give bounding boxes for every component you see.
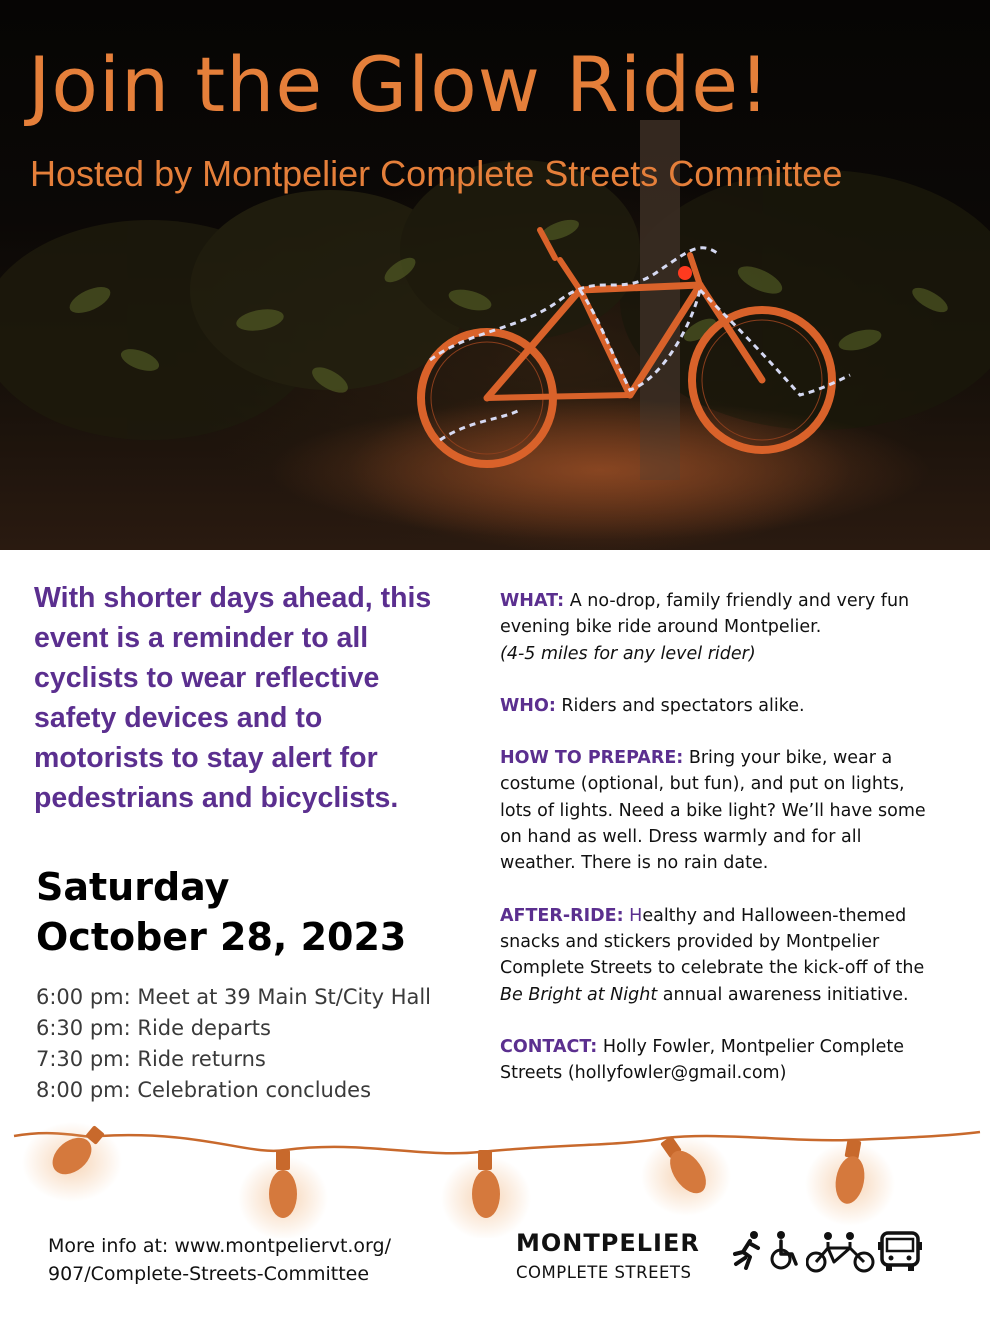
lead-statement: With shorter days ahead, this event is a reminder to all cyclists to wear reflective safety devices and to motorists to stay alert for pedestrians and bicyclists. — [34, 582, 432, 814]
prepare-section — [500, 745, 930, 876]
event-date — [36, 862, 406, 962]
what-note: (4-5 miles for any level rider) — [500, 643, 756, 664]
schedule-item: 6:00 pm: Meet at 39 Main St/City Hall — [36, 985, 432, 1009]
prepare-text: Bring your bike, wear a costume (optional, but fun), and put on lights, lots of lights. Need a bike light? We’ll have some on hand as well. Dress warmly and for all weather. There is no rain date. — [500, 748, 926, 874]
what-label: WHAT: — [500, 591, 565, 611]
prepare-label: HOW TO PREPARE: — [500, 748, 684, 769]
after-ride-initial: H — [623, 905, 643, 926]
who-section — [500, 693, 930, 719]
brand-subtitle: COMPLETE STREETS — [516, 1263, 692, 1282]
event-details — [500, 588, 930, 1112]
tandem-bike-icon — [806, 1230, 876, 1278]
contact-label: CONTACT: — [500, 1036, 598, 1057]
light-bulb-icon — [238, 1150, 328, 1238]
page-subtitle: Hosted by Montpelier Complete Streets Committee — [30, 153, 843, 194]
event-day: Saturday — [36, 865, 230, 909]
event-schedule — [36, 982, 431, 1106]
more-info-link[interactable]: More info at: www.montpeliervt.org/ 907/Complete-Streets-Committee — [48, 1235, 391, 1285]
wheelchair-icon — [768, 1230, 800, 1274]
after-ride-section — [500, 903, 930, 1008]
schedule-item: 8:00 pm: Celebration concludes — [36, 1078, 372, 1102]
event-full-date: October 28, 2023 — [36, 915, 407, 959]
light-bulb-icon — [22, 1122, 122, 1202]
brand-name: MONTPELIER — [516, 1229, 700, 1257]
schedule-item: 7:30 pm: Ride returns — [36, 1047, 266, 1071]
runner-icon — [730, 1230, 766, 1274]
light-bulb-icon — [641, 1136, 731, 1216]
contact-text: Holly Fowler, Montpelier Complete Streets (hollyfowler@gmail.com) — [500, 1036, 905, 1084]
bus-icon — [878, 1230, 924, 1278]
hero-banner — [0, 0, 990, 550]
after-ride-text: ealthy and Halloween-themed snacks and stickers provided by Montpelier Complete Streets to celebrate the kick-off of the — [500, 905, 925, 979]
what-section — [500, 588, 930, 667]
who-label: WHO: — [500, 695, 556, 716]
light-bulb-icon — [805, 1139, 895, 1226]
page-title: Join the Glow Ride! — [28, 40, 771, 129]
brand-icons — [730, 1230, 930, 1278]
after-ride-text-end: annual awareness initiative. — [657, 984, 909, 1005]
what-text: A no-drop, family friendly and very fun evening bike ride around Montpelier. — [500, 591, 910, 638]
contact-section — [500, 1034, 930, 1087]
string-lights-decoration — [0, 1118, 990, 1238]
after-ride-label: AFTER-RIDE: — [500, 905, 624, 926]
light-bulb-icon — [441, 1150, 531, 1238]
who-text: Riders and spectators alike. — [555, 695, 805, 716]
schedule-item: 6:30 pm: Ride departs — [36, 1016, 271, 1040]
initiative-name: Be Bright at Night — [500, 984, 658, 1005]
